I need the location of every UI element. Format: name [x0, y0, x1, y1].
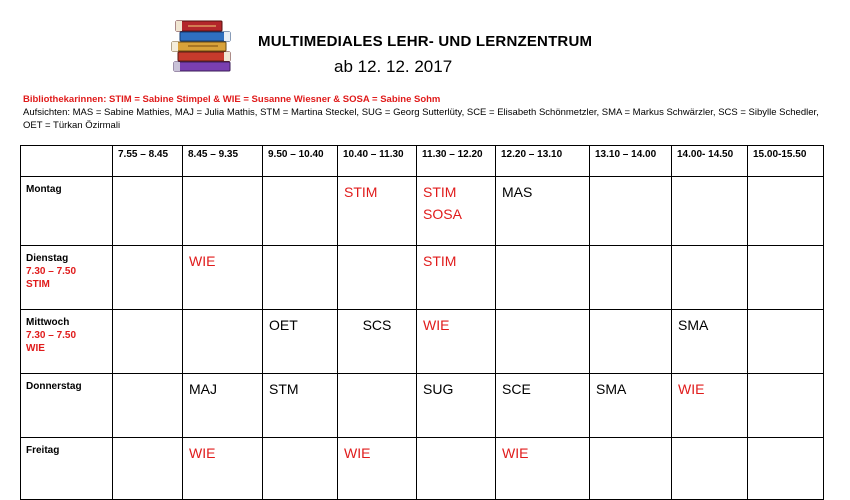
- day-name: Freitag: [26, 445, 60, 456]
- schedule-cell: [748, 438, 824, 500]
- column-header: 10.40 – 11.30: [338, 146, 417, 177]
- schedule-cell: [338, 310, 417, 374]
- schedule-cell: [183, 177, 263, 246]
- schedule-cell: [417, 177, 496, 246]
- staff-code: STIM: [423, 184, 457, 200]
- schedule-cell: [338, 438, 417, 500]
- staff-code: SMA: [678, 317, 709, 333]
- column-header: 9.50 – 10.40: [263, 146, 338, 177]
- day-label: [21, 310, 113, 374]
- day-extra-note: 7.30 – 7.50: [26, 266, 77, 277]
- schedule-cell: [672, 374, 748, 438]
- staff-code: STIM: [344, 184, 378, 200]
- staff-code: WIE: [678, 381, 705, 397]
- staff-code: WIE: [344, 445, 371, 461]
- staff-code: MAJ: [189, 381, 217, 397]
- day-label: [21, 374, 113, 438]
- column-header: 13.10 – 14.00: [590, 146, 672, 177]
- header-row: [21, 146, 824, 177]
- day-extra-note: WIE: [26, 343, 45, 354]
- day-extra-note: STIM: [26, 279, 50, 290]
- schedule-cell: [672, 438, 748, 500]
- librarians-legend: Bibliothekarinnen: STIM = Sabine Stimpel & WIE = Susanne Wiesner & SOSA = Sabine Sohm: [23, 94, 441, 105]
- table-row: [21, 438, 824, 500]
- schedule-cell: [590, 374, 672, 438]
- schedule-cell: [183, 310, 263, 374]
- schedule-cell: [672, 177, 748, 246]
- schedule-cell: [496, 438, 590, 500]
- day-label: [21, 438, 113, 500]
- column-header: 7.55 – 8.45: [113, 146, 183, 177]
- table-row: [21, 246, 824, 310]
- schedule-cell: [338, 246, 417, 310]
- staff-code: WIE: [189, 445, 216, 461]
- schedule-cell: [263, 246, 338, 310]
- day-label: [21, 246, 113, 310]
- schedule-cell: [417, 246, 496, 310]
- staff-code: OET: [269, 317, 298, 333]
- schedule-cell: [496, 310, 590, 374]
- page-subtitle: ab 12. 12. 2017: [334, 57, 453, 76]
- schedule-cell: [748, 246, 824, 310]
- schedule-cell: [748, 374, 824, 438]
- day-name: Mittwoch: [26, 317, 70, 328]
- table-row: [21, 177, 824, 246]
- schedule-cell: [183, 246, 263, 310]
- day-label: [21, 177, 113, 246]
- staff-code: WIE: [502, 445, 529, 461]
- schedule-cell: [113, 246, 183, 310]
- staff-code: WIE: [423, 317, 450, 333]
- staff-code: SCS: [362, 317, 392, 333]
- schedule-cell: [263, 310, 338, 374]
- day-name: Montag: [26, 184, 62, 195]
- schedule-cell: [113, 438, 183, 500]
- staff-code: STM: [269, 381, 299, 397]
- schedule-cell: [748, 310, 824, 374]
- schedule-cell: [590, 310, 672, 374]
- table-row: [21, 374, 824, 438]
- staff-code: SCE: [502, 381, 531, 397]
- schedule-cell: [672, 246, 748, 310]
- staff-code: SOSA: [423, 206, 462, 222]
- supervisors-legend: Aufsichten: MAS = Sabine Mathies, MAJ = Julia Mathis, STM = Martina Steckel, SUG = Georg Sutterlüty, SCE = Elisabeth Schönmetzler, SMA = Markus Schwärzler, SCS = Sibylle Schedler, OET = Türkan Özirmali: [23, 107, 819, 131]
- table-row: [21, 310, 824, 374]
- staff-code: STIM: [423, 253, 457, 269]
- staff-code: WIE: [189, 253, 216, 269]
- schedule-cell: [417, 374, 496, 438]
- schedule-cell: [496, 374, 590, 438]
- book-stack-icon: [168, 18, 238, 74]
- column-header: 15.00-15.50: [748, 146, 824, 177]
- schedule-cell: [183, 438, 263, 500]
- day-name: Dienstag: [26, 253, 69, 264]
- schedule-cell: [496, 246, 590, 310]
- column-header: 14.00- 14.50: [672, 146, 748, 177]
- schedule-cell: [417, 310, 496, 374]
- staff-code: SUG: [423, 381, 454, 397]
- schedule-cell: [590, 246, 672, 310]
- schedule-cell: [113, 374, 183, 438]
- schedule-cell: [748, 177, 824, 246]
- schedule-cell: [417, 438, 496, 500]
- column-header: 12.20 – 13.10: [496, 146, 590, 177]
- schedule-cell: [113, 177, 183, 246]
- schedule-cell: [263, 177, 338, 246]
- staff-code: SMA: [596, 381, 627, 397]
- schedule-cell: [590, 438, 672, 500]
- day-name: Donnerstag: [26, 381, 82, 392]
- page-title: MULTIMEDIALES LEHR- UND LERNZENTRUM: [258, 33, 593, 50]
- schedule-cell: [338, 177, 417, 246]
- day-extra-note: 7.30 – 7.50: [26, 330, 77, 341]
- schedule-cell: [338, 374, 417, 438]
- column-header: 11.30 – 12.20: [417, 146, 496, 177]
- schedule-cell: [496, 177, 590, 246]
- schedule-cell: [113, 310, 183, 374]
- column-header: [21, 146, 113, 177]
- schedule-cell: [263, 438, 338, 500]
- schedule-cell: [183, 374, 263, 438]
- schedule-cell: [672, 310, 748, 374]
- schedule-cell: [263, 374, 338, 438]
- schedule-cell: [590, 177, 672, 246]
- schedule-table: [20, 145, 824, 500]
- column-header: 8.45 – 9.35: [183, 146, 263, 177]
- staff-code: MAS: [502, 184, 533, 200]
